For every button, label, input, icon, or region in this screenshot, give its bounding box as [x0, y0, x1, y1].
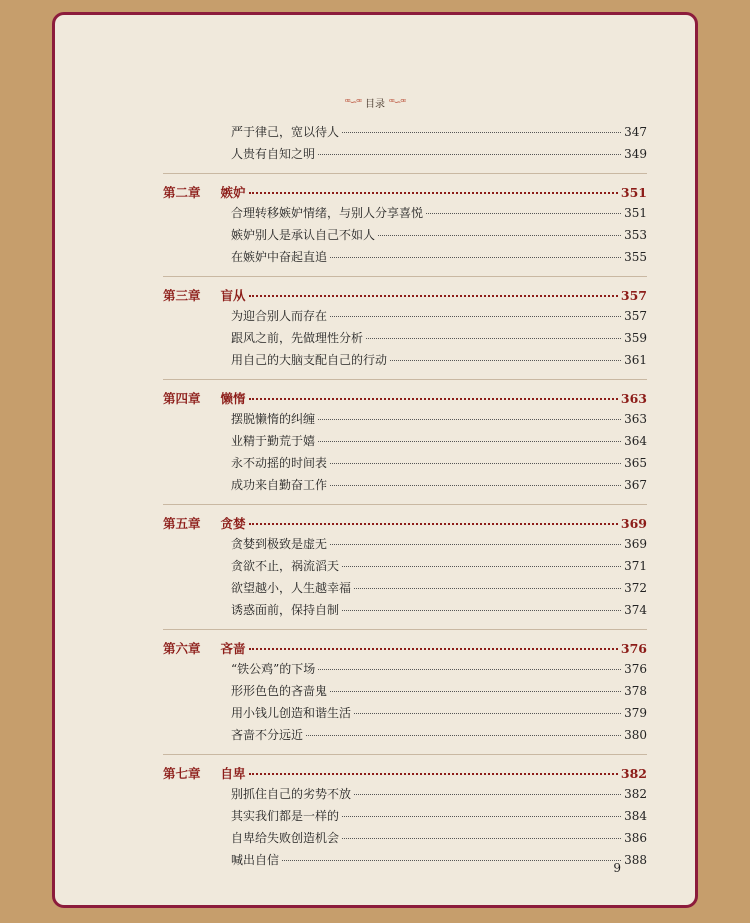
toc-leader-dots	[249, 760, 618, 775]
toc-leader-dots	[318, 407, 621, 420]
toc-page-number: 351	[620, 184, 647, 200]
toc-leader-dots	[306, 723, 621, 736]
toc-leader-dots	[318, 429, 621, 442]
toc-page-number: 365	[624, 456, 647, 470]
toc-section-title: 用小钱儿创造和谐生活	[231, 706, 352, 720]
toc-section-title: 严于律己，宽以待人	[231, 125, 340, 139]
ornament-left-icon: ꟹ∽ꟹ	[344, 97, 361, 108]
toc-chapter-number: 第三章	[163, 287, 201, 303]
toc-page-number: 386	[624, 831, 647, 845]
toc-section-title: 贪欲不止，祸流滔天	[231, 559, 340, 573]
toc-section-title: 别抓住自己的劣势不放	[231, 787, 352, 801]
toc-chapter-number: 第二章	[163, 184, 201, 200]
toc-section-title: 自卑给失败创造机会	[231, 831, 340, 845]
toc-leader-dots	[330, 304, 621, 317]
toc-leader-dots	[330, 473, 621, 486]
toc-section[interactable]	[163, 601, 647, 623]
toc-chapter-number: 第六章	[163, 640, 201, 656]
toc-page-number: 376	[624, 662, 647, 676]
toc-page-number: 369	[624, 537, 647, 551]
toc-leader-dots	[378, 223, 621, 236]
toc-chapter-heading	[163, 639, 246, 657]
chapter-divider	[163, 173, 647, 174]
chapter-divider	[163, 379, 647, 380]
toc-chapter-heading	[163, 389, 246, 407]
toc-section-title: 摆脱懒惰的纠缠	[231, 412, 316, 426]
toc-page-number: 351	[624, 206, 647, 220]
toc-chapter-title: 自卑	[220, 765, 246, 781]
toc-section[interactable]	[163, 726, 647, 748]
toc-section[interactable]	[163, 145, 647, 167]
toc-page-number: 380	[624, 728, 647, 742]
toc-section-title: 永不动摇的时间表	[231, 456, 328, 470]
toc-page-number: 349	[624, 147, 647, 161]
toc-section-title: 成功来自勤奋工作	[231, 478, 328, 492]
toc-chapter-number: 第四章	[163, 390, 201, 406]
toc-page-number: 347	[624, 125, 647, 139]
chapter-divider	[163, 276, 647, 277]
page-header-title: 目录	[365, 99, 385, 110]
toc-chapter-heading	[163, 183, 246, 201]
toc-page-number: 374	[624, 603, 647, 617]
book-page	[52, 12, 698, 908]
toc-page-number: 363	[624, 412, 647, 426]
toc-page-number: 355	[624, 250, 647, 264]
toc-chapter-heading	[163, 286, 246, 304]
toc-leader-dots	[354, 576, 621, 589]
toc-page-number: 367	[624, 478, 647, 492]
toc-leader-dots	[354, 782, 621, 795]
toc-chapter-title: 吝啬	[220, 640, 246, 656]
page-header	[55, 95, 695, 110]
toc-section-title: 喊出自信	[231, 853, 280, 867]
toc-section-title: 其实我们都是一样的	[231, 809, 340, 823]
toc-leader-dots	[318, 657, 621, 670]
toc-leader-dots	[318, 142, 621, 155]
toc-leader-dots	[330, 679, 621, 692]
toc-section-title: 业精于勤荒于嬉	[231, 434, 316, 448]
toc-leader-dots	[330, 245, 621, 258]
toc-section-title: 用自己的大脑支配自己的行动	[231, 353, 388, 367]
page-number: 9	[613, 861, 621, 875]
toc-leader-dots	[342, 804, 621, 817]
toc-section-title: 诱惑面前，保持自制	[231, 603, 340, 617]
toc-chapter-title: 嫉妒	[220, 184, 246, 200]
toc-section[interactable]	[163, 851, 647, 873]
toc-section-title: 为迎合别人而存在	[231, 309, 328, 323]
toc-leader-dots	[282, 848, 621, 861]
toc-leader-dots	[249, 635, 618, 650]
toc-leader-dots	[426, 201, 621, 214]
toc-page-number: 388	[624, 853, 647, 867]
chapter-divider	[163, 504, 647, 505]
toc-chapter-heading	[163, 514, 246, 532]
toc-leader-dots	[249, 385, 618, 400]
chapter-divider	[163, 629, 647, 630]
toc-section-title: 贪婪到极致是虚无	[231, 537, 328, 551]
toc-leader-dots	[342, 598, 621, 611]
toc-leader-dots	[249, 179, 618, 194]
toc-section[interactable]	[163, 248, 647, 270]
toc-section-title: “铁公鸡”的下场	[231, 662, 316, 676]
toc-section-title: 欲望越小，人生越幸福	[231, 581, 352, 595]
toc-page-number: 357	[624, 309, 647, 323]
toc-section-title: 人贵有自知之明	[231, 147, 316, 161]
toc-page-number: 371	[624, 559, 647, 573]
toc-leader-dots	[342, 554, 621, 567]
toc-page-number: 363	[620, 390, 647, 406]
toc-leader-dots	[330, 451, 621, 464]
toc-section-title: 形形色色的吝啬鬼	[231, 684, 328, 698]
toc-section[interactable]	[163, 476, 647, 498]
toc-page-number: 357	[620, 287, 647, 303]
toc-leader-dots	[366, 326, 621, 339]
toc-leader-dots	[390, 348, 621, 361]
toc-page-number: 364	[624, 434, 647, 448]
toc-leader-dots	[342, 120, 621, 133]
toc-chapter-title: 盲从	[220, 287, 246, 303]
toc-chapter-number: 第七章	[163, 765, 201, 781]
toc-chapter-heading	[163, 764, 246, 782]
table-of-contents	[163, 123, 647, 873]
toc-page-number: 369	[620, 515, 647, 531]
toc-leader-dots	[342, 826, 621, 839]
toc-page-number: 353	[624, 228, 647, 242]
toc-leader-dots	[354, 701, 621, 714]
toc-page-number: 361	[624, 353, 647, 367]
toc-leader-dots	[249, 282, 618, 297]
chapter-divider	[163, 754, 647, 755]
toc-page-number: 378	[624, 684, 647, 698]
toc-page-number: 359	[624, 331, 647, 345]
toc-page-number: 382	[620, 765, 647, 781]
toc-section-title: 在嫉妒中奋起直追	[231, 250, 328, 264]
toc-page-number: 382	[624, 787, 647, 801]
toc-section[interactable]	[163, 351, 647, 373]
toc-page-number: 384	[624, 809, 647, 823]
toc-section-title: 跟风之前，先做理性分析	[231, 331, 364, 345]
toc-chapter-title: 贪婪	[220, 515, 246, 531]
toc-leader-dots	[249, 510, 618, 525]
ornament-right-icon: ꟹ∽ꟹ	[389, 97, 406, 108]
toc-section-title: 合理转移嫉妒情绪，与别人分享喜悦	[231, 206, 424, 220]
toc-page-number: 379	[624, 706, 647, 720]
toc-page-number: 372	[624, 581, 647, 595]
toc-leader-dots	[330, 532, 621, 545]
toc-section-title: 嫉妒别人是承认自己不如人	[231, 228, 376, 242]
toc-chapter-number: 第五章	[163, 515, 201, 531]
toc-chapter-title: 懒惰	[220, 390, 246, 406]
toc-page-number: 376	[620, 640, 647, 656]
toc-section-title: 吝啬不分远近	[231, 728, 304, 742]
